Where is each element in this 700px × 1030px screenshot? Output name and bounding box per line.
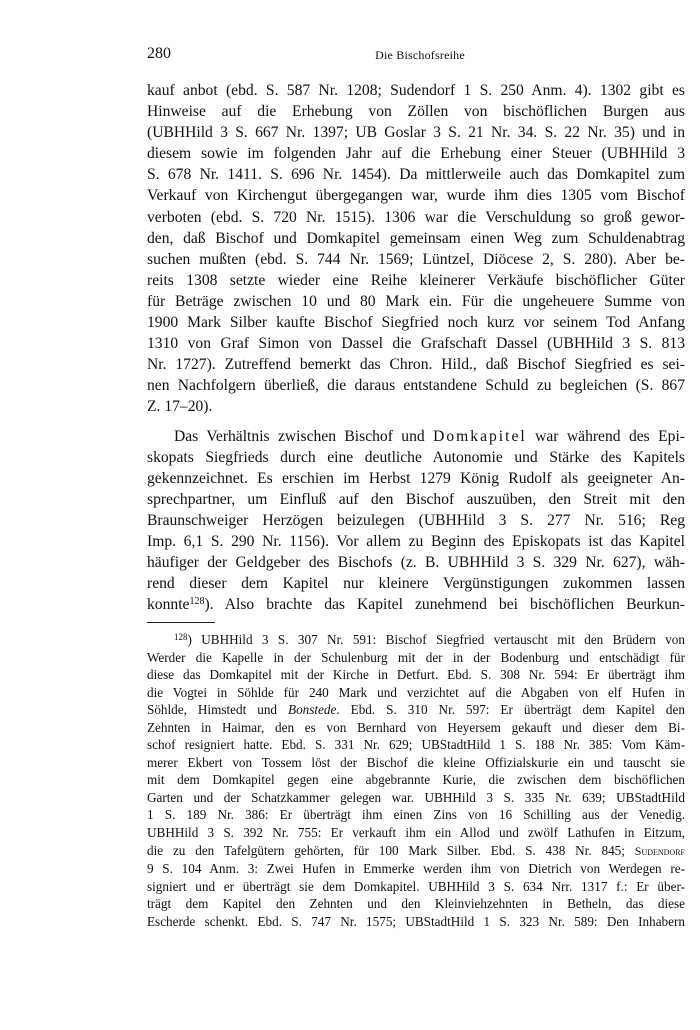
text-line: häufiger der Geldgeber des Bischofs (z. B. UBHHild 3 S. 329 Nr. 627), wäh- (147, 554, 685, 572)
text-run: . Ebd. S. 310 Nr. 597: Er überträgt dem Kapitel den (336, 702, 685, 718)
italic-place-name: Bonstede (288, 702, 337, 718)
paragraph-2 (147, 426, 685, 616)
text-line: Verkauf von Kirchengut übergegangen war, wurde ihm dies 1305 vom Bischof (147, 187, 685, 205)
text-line: S. 678 Nr. 1411. S. 696 Nr. 1454). Da mittlerweile auch das Domkapitel zum (147, 166, 685, 184)
footnote-line: mit dem Domkapitel gegen eine abgebrannte Kurie, die zwischen dem bischöflichen (147, 772, 685, 788)
text-line: verboten (ebd. S. 720 Nr. 1515). 1306 war die Verschuldung so groß gewor- (147, 208, 685, 226)
text-line (147, 426, 685, 447)
text-line (147, 594, 685, 615)
running-head: Die Bischofsreihe (375, 48, 465, 62)
text-line: reits 1308 setzte wieder eine Reihe kleinerer Verkäufe bischöflicher Güter (147, 271, 685, 289)
emphasized-term: Domkapitel (433, 427, 527, 445)
text-run: Söhlde, Himstedt und (147, 702, 289, 718)
footnote-line: merer Ekbert von Tossem löst der Bischof die kleine Offizialskurie ein und tauscht sie (147, 754, 685, 770)
footnote-line: UBHHild 3 S. 392 Nr. 755: Er verkauft ihm ein Allod und zwölf Lathufen in Eitzum, (147, 825, 685, 841)
small-caps-author: Sudendorf (634, 843, 685, 858)
text-line: Braunschweiger Herzögen beizulegen (UBHHild 3 S. 277 Nr. 516; Reg (147, 511, 685, 529)
text-line: rend dieser dem Kapitel nur kleinere Vergünstigungen zukommen lassen (147, 575, 685, 593)
footnote-line: die Vogtei in Söhlde für 240 Mark und verzichtet auf die Abgaben von elf Hufen in (147, 684, 685, 700)
footnote-line: Werder die Kapelle in der Schulenburg mit der in der Bodenburg und entschädigt für (147, 649, 685, 665)
footnote-line (147, 631, 685, 649)
text-run: ) UBHHild 3 S. 307 Nr. 591: Bischof Siegfried vertauscht mit den Brüdern von (187, 632, 685, 647)
paragraph-1 (147, 80, 685, 418)
text-line: gekennzeichnet. Es erschien im Herbst 1279 König Rudolf als geeigneter An- (147, 469, 685, 487)
footnote-line: signiert und er überträgt sie dem Domkapitel. UBHHild 3 S. 634 Nrr. 1317 f.: Er über- (147, 878, 685, 894)
footnote-line: Zehnten in Haimar, den es von Bernhard von Heyersem gekauft und dieser dem Bi- (147, 719, 685, 735)
text-run: die zu den Tafelgütern gehörten, für 100 Mark Silber. Ebd. S. 438 Nr. 845; (147, 842, 635, 858)
footnote-line: trägt dem Kapitel den Zehnten und den Kleinviehzehnten in Betheln, das diese (147, 896, 685, 912)
text-line: skopats Siegfrieds durch eine deutliche Autonomie und Stärke des Kapitels (147, 448, 685, 466)
footnote-line: Garten und der Schatzkammer gelegen war. UBHHild 3 S. 335 Nr. 639; UBStadtHild (147, 789, 685, 805)
text-line: Hinweise auf die Erhebung von Zöllen von bischöflichen Burgen aus (147, 103, 685, 121)
text-run: konnte (147, 596, 190, 614)
text-line: (UBHHild 3 S. 667 Nr. 1397; UB Goslar 3 S. 21 Nr. 34. S. 22 Nr. 35) und in (147, 124, 685, 142)
text-line: Z. 17–20). (147, 398, 213, 416)
footnote-rule (147, 622, 215, 623)
text-run: war während des Epi- (526, 427, 685, 445)
footnote-line: 1 S. 189 Nr. 386: Er überträgt ihm einen Zins von 16 Schilling aus der Venedig. (147, 807, 685, 823)
footnotes (147, 631, 685, 930)
text-run: Das Verhältnis zwischen Bischof und (174, 427, 434, 445)
text-line: 1310 von Graf Simon von Dassel die Grafschaft Dassel (UBHHild 3 S. 813 (147, 335, 685, 353)
footnote-line: Escherde schenkt. Ebd. S. 747 Nr. 1575; UBStadtHild 1 S. 323 Nr. 589: Den Inhabern (147, 913, 685, 929)
text-line: den, daß Bischof und Domkapitel gemeinsam einen Weg zum Schuldenabtrag (147, 229, 685, 247)
footnote-line: schof resigniert hatte. Ebd. S. 331 Nr. 629; UBStadtHild 1 S. 188 Nr. 385: Vom Käm- (147, 737, 685, 753)
text-line: Imp. 6,1 S. 290 Nr. 1156). Vor allem zu Beginn des Episkopats ist das Kapitel (147, 532, 685, 550)
footnote-line: 9 S. 104 Anm. 3: Zwei Hufen in Emmerke werden ihm von Dietrich von Werdegen re- (147, 861, 685, 877)
text-line: diesem sowie im folgenden Jahr auf die Erhebung einer Steuer (UBHHild 3 (147, 145, 685, 163)
text-line: sprechpartner, um Einfluß auf den Bischof auszuüben, den Streit mit den (147, 490, 685, 508)
footnote-line (147, 701, 685, 719)
footnote-line (147, 842, 685, 861)
footnote-line: diese das Domkapitel mit der Kirche in Detfurt. Ebd. S. 308 Nr. 594: Er überträgt ihm (147, 667, 685, 683)
footnote-reference[interactable]: 128 (189, 596, 205, 608)
page-number: 280 (147, 45, 171, 62)
body-text (147, 80, 685, 615)
text-line: suchen mußten (ebd. S. 744 Nr. 1569; Lüntzel, Diöcese 2, S. 280). Aber be- (147, 250, 685, 268)
text-line: 1900 Mark Silber kaufte Bischof Siegfried noch kurz vor seinem Tod Anfang (147, 314, 685, 332)
footnote-number: 128 (174, 632, 188, 642)
text-line: für Beträge zwischen 10 und 80 Mark ein. Für die ungeheuere Summe von (147, 292, 685, 310)
text-run: ). Also brachte das Kapitel zunehmend bei bischöflichen Beurkun- (204, 596, 685, 614)
text-line: kauf anbot (ebd. S. 587 Nr. 1208; Sudendorf 1 S. 250 Anm. 4). 1302 gibt es (147, 82, 685, 99)
text-line: nen Nachfolgern überließ, die daraus entstandene Schuld zu begleichen (S. 867 (147, 377, 685, 395)
text-line: Nr. 1727). Zutreffend bemerkt das Chron. Hild., daß Bischof Siegfried es sei- (147, 356, 685, 374)
